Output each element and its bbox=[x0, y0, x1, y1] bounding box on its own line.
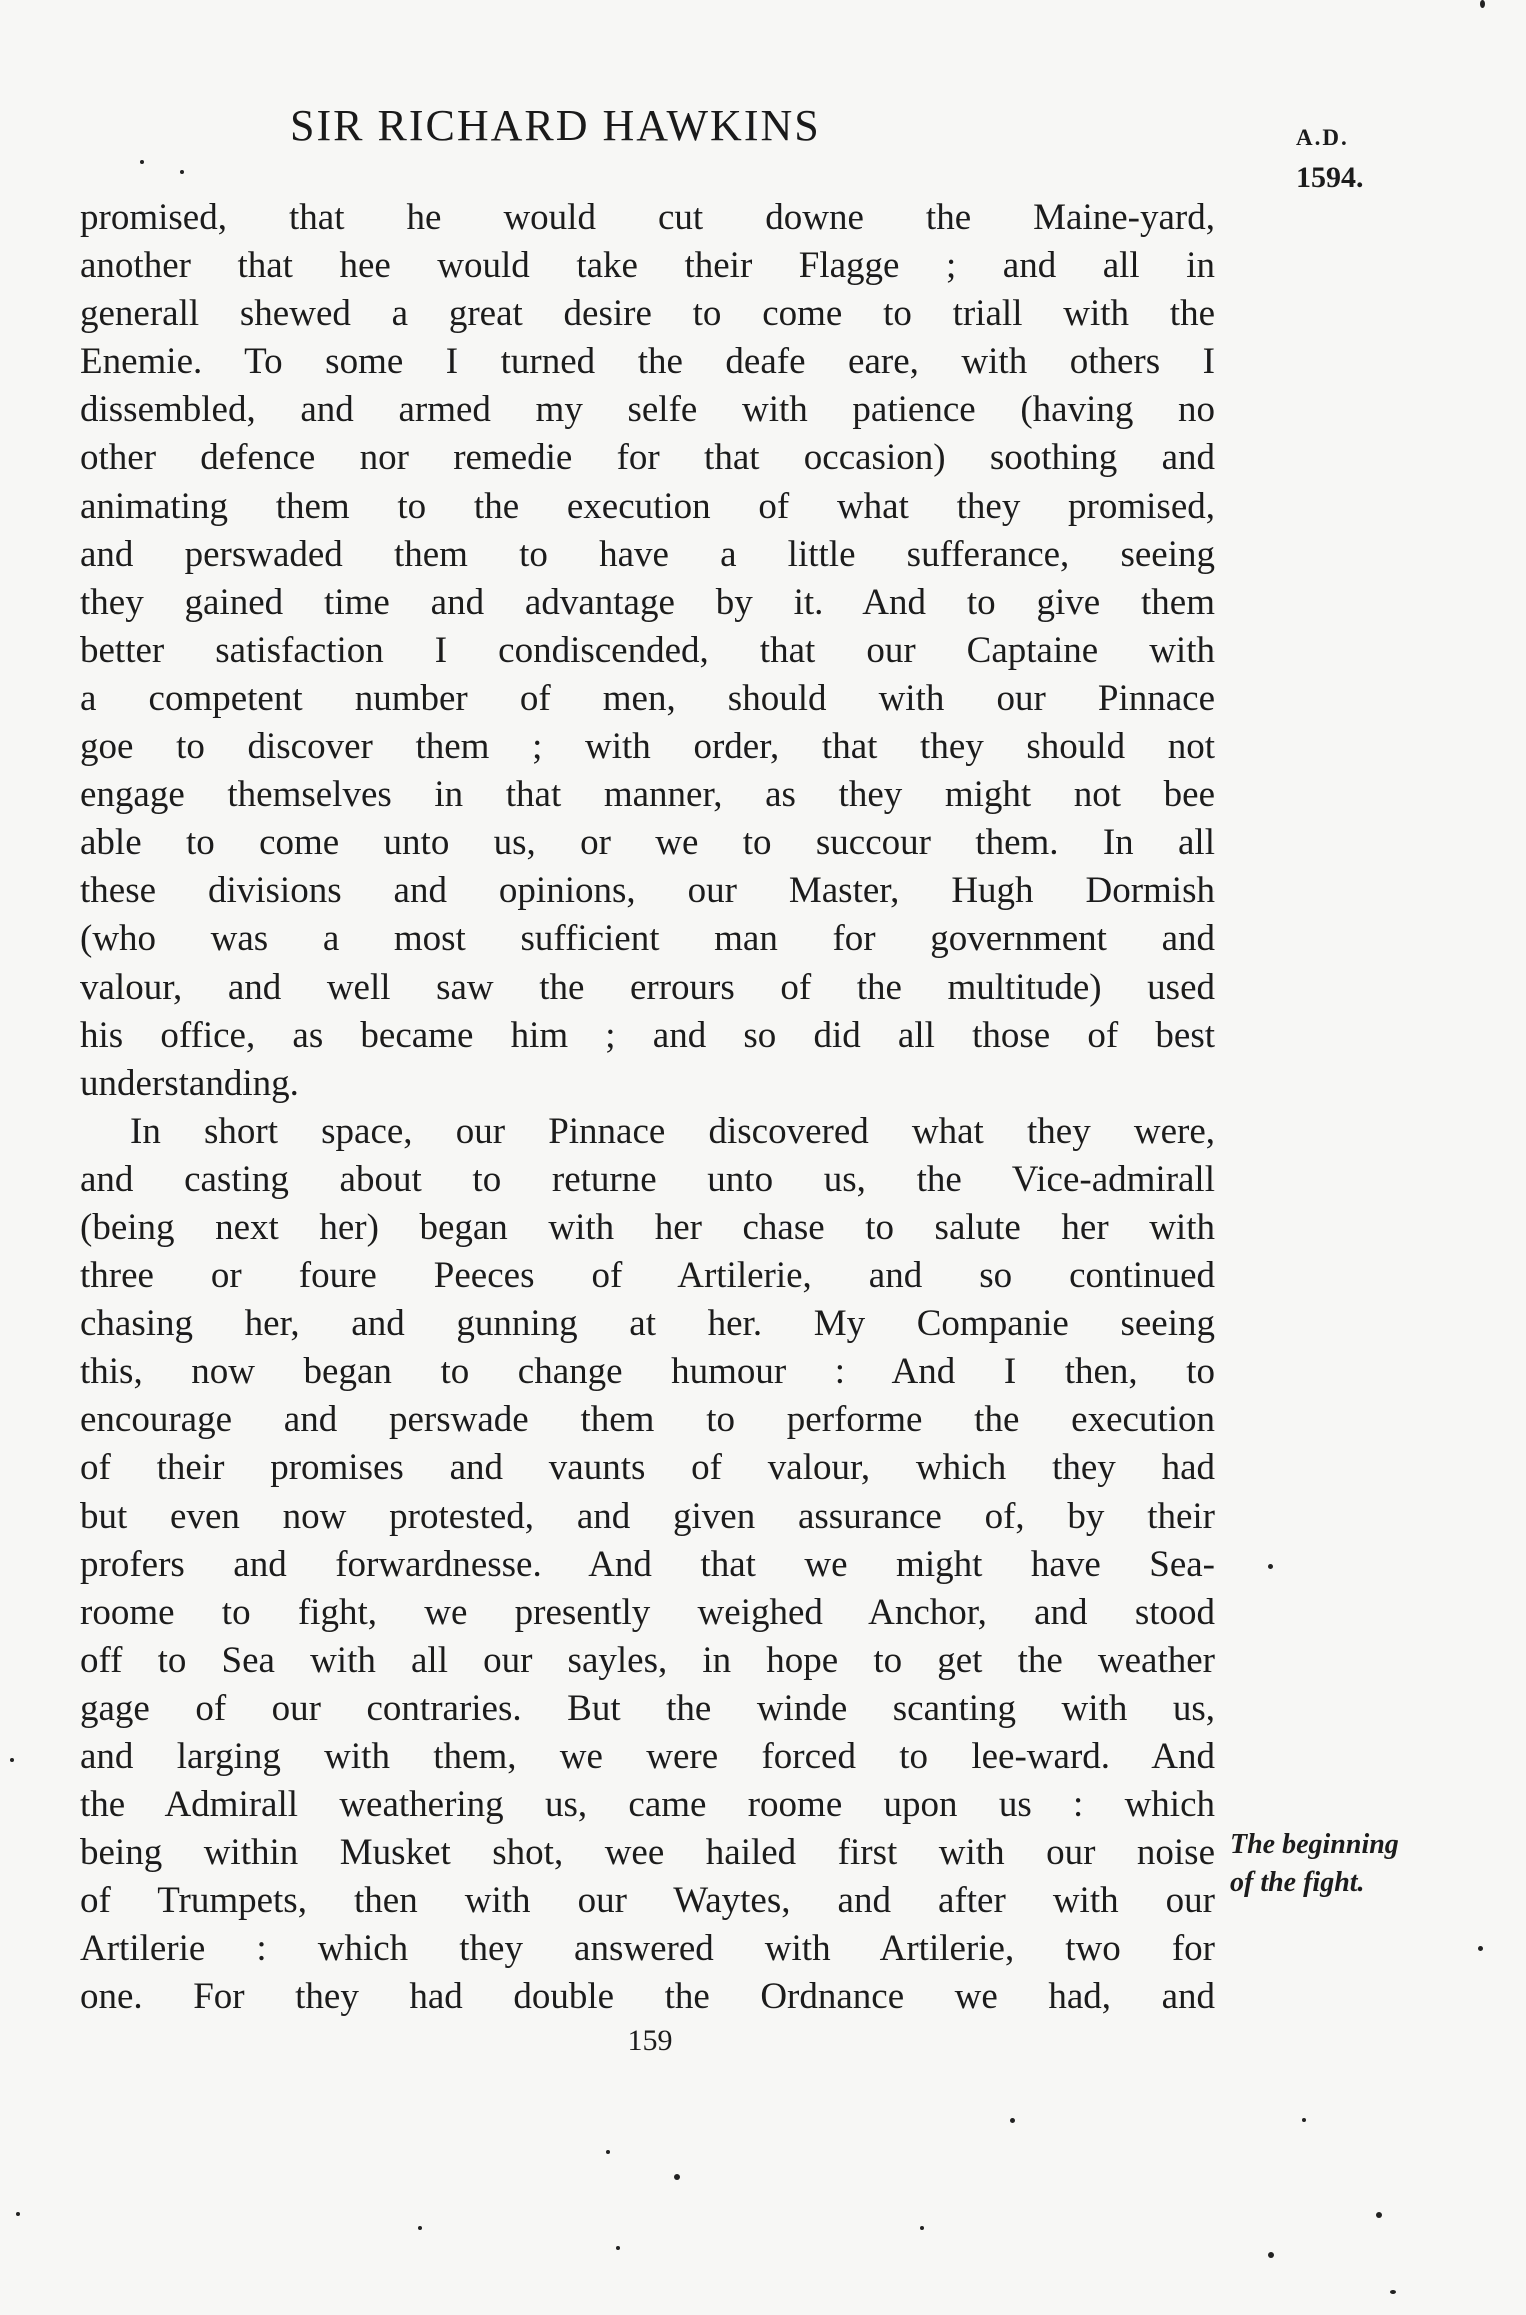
dust-speck bbox=[16, 2212, 20, 2216]
dust-speck bbox=[140, 160, 144, 164]
text-line: Enemie. To some I turned the deafe eare, with others I bbox=[80, 341, 1215, 383]
text-line: one. For they had double the Ordnance we had, and bbox=[80, 1976, 1215, 2018]
text-line: being within Musket shot, wee hailed first with our noise bbox=[80, 1832, 1215, 1874]
text-line: and larging with them, we were forced to lee-ward. And bbox=[80, 1736, 1215, 1777]
dust-speck bbox=[1390, 2290, 1396, 2294]
text-line: profers and forwardnesse. And that we might have Sea- bbox=[80, 1543, 1215, 1585]
text-line: these divisions and opinions, our Master, Hugh Dormish bbox=[80, 870, 1215, 912]
text-line: able to come unto us, or we to succour them. In all bbox=[80, 822, 1215, 864]
text-line: they gained time and advantage by it. And to give them bbox=[80, 581, 1215, 623]
text-line: chasing her, and gunning at her. My Companie seeing bbox=[80, 1303, 1215, 1345]
text-line: In short space, our Pinnace discovered what they were, bbox=[130, 1110, 1215, 1152]
margin-note bbox=[1230, 1826, 1470, 1902]
margin-note-line: of the fight. bbox=[1230, 1867, 1365, 1898]
dust-speck bbox=[616, 2246, 620, 2250]
text-line: another that hee would take their Flagge ; and all in bbox=[80, 245, 1215, 287]
dust-speck bbox=[606, 2150, 610, 2154]
dust-speck bbox=[418, 2226, 422, 2230]
text-line: but even now protested, and given assurance of, by their bbox=[80, 1495, 1215, 1537]
text-line: gage of our contraries. But the winde scanting with us, bbox=[80, 1687, 1215, 1729]
year-label: 1594. bbox=[1296, 161, 1364, 194]
dust-speck bbox=[10, 1758, 14, 1762]
dust-speck bbox=[920, 2226, 924, 2230]
text-line: of their promises and vaunts of valour, which they had bbox=[80, 1447, 1215, 1489]
text-line: off to Sea with all our sayles, in hope to get the weather bbox=[80, 1639, 1215, 1681]
text-line: roome to fight, we presently weighed Anchor, and stood bbox=[80, 1591, 1215, 1633]
text-line: a competent number of men, should with our Pinnace bbox=[80, 677, 1215, 719]
dust-speck bbox=[1478, 1946, 1483, 1951]
text-line: understanding. bbox=[80, 1062, 299, 1104]
dust-speck bbox=[1268, 1564, 1273, 1569]
body-text bbox=[80, 194, 1215, 2022]
text-line: better satisfaction I condiscended, that our Captaine with bbox=[80, 629, 1215, 671]
text-line: animating them to the execution of what they promised, bbox=[80, 485, 1215, 527]
text-line: Artilerie : which they answered with Artilerie, two for bbox=[80, 1928, 1215, 1970]
dust-speck bbox=[180, 170, 184, 174]
text-line: goe to discover them ; with order, that they should not bbox=[80, 726, 1215, 768]
text-line: his office, as became him ; and so did all those of best bbox=[80, 1014, 1215, 1056]
text-line: and casting about to returne unto us, the Vice-admirall bbox=[80, 1158, 1215, 1200]
text-line: engage themselves in that manner, as they might not bee bbox=[80, 774, 1215, 816]
dust-speck bbox=[674, 2174, 680, 2180]
page-number: 159 bbox=[627, 2024, 673, 2057]
text-line: this, now began to change humour : And I then, to bbox=[80, 1351, 1215, 1393]
text-line: generall shewed a great desire to come to triall with the bbox=[80, 293, 1215, 335]
dust-speck bbox=[1302, 2118, 1306, 2122]
dust-speck bbox=[1480, 0, 1485, 8]
dust-speck bbox=[1010, 2118, 1015, 2123]
text-line: dissembled, and armed my selfe with patience (having no bbox=[80, 389, 1215, 431]
dust-speck bbox=[1268, 2252, 1274, 2258]
text-line: three or foure Peeces of Artilerie, and so continued bbox=[80, 1255, 1215, 1297]
running-head: SIR RICHARD HAWKINS bbox=[290, 101, 821, 150]
text-line: encourage and perswade them to performe the execution bbox=[80, 1399, 1215, 1441]
text-line: the Admirall weathering us, came roome upon us : which bbox=[80, 1784, 1215, 1826]
date-margin bbox=[1296, 118, 1416, 198]
era-label: A.D. bbox=[1296, 125, 1349, 150]
margin-note-line: The beginning bbox=[1230, 1829, 1399, 1860]
text-line: promised, that he would cut downe the Maine-yard, bbox=[80, 197, 1215, 238]
dust-speck bbox=[1376, 2212, 1382, 2218]
text-line: of Trumpets, then with our Waytes, and after with our bbox=[80, 1880, 1215, 1922]
text-line: valour, and well saw the errours of the multitude) used bbox=[80, 966, 1215, 1008]
text-line: other defence nor remedie for that occasion) soothing and bbox=[80, 437, 1215, 479]
text-line: (who was a most sufficient man for government and bbox=[80, 918, 1215, 960]
text-line: (being next her) began with her chase to salute her with bbox=[80, 1206, 1215, 1248]
text-line: and perswaded them to have a little sufferance, seeing bbox=[80, 533, 1215, 575]
